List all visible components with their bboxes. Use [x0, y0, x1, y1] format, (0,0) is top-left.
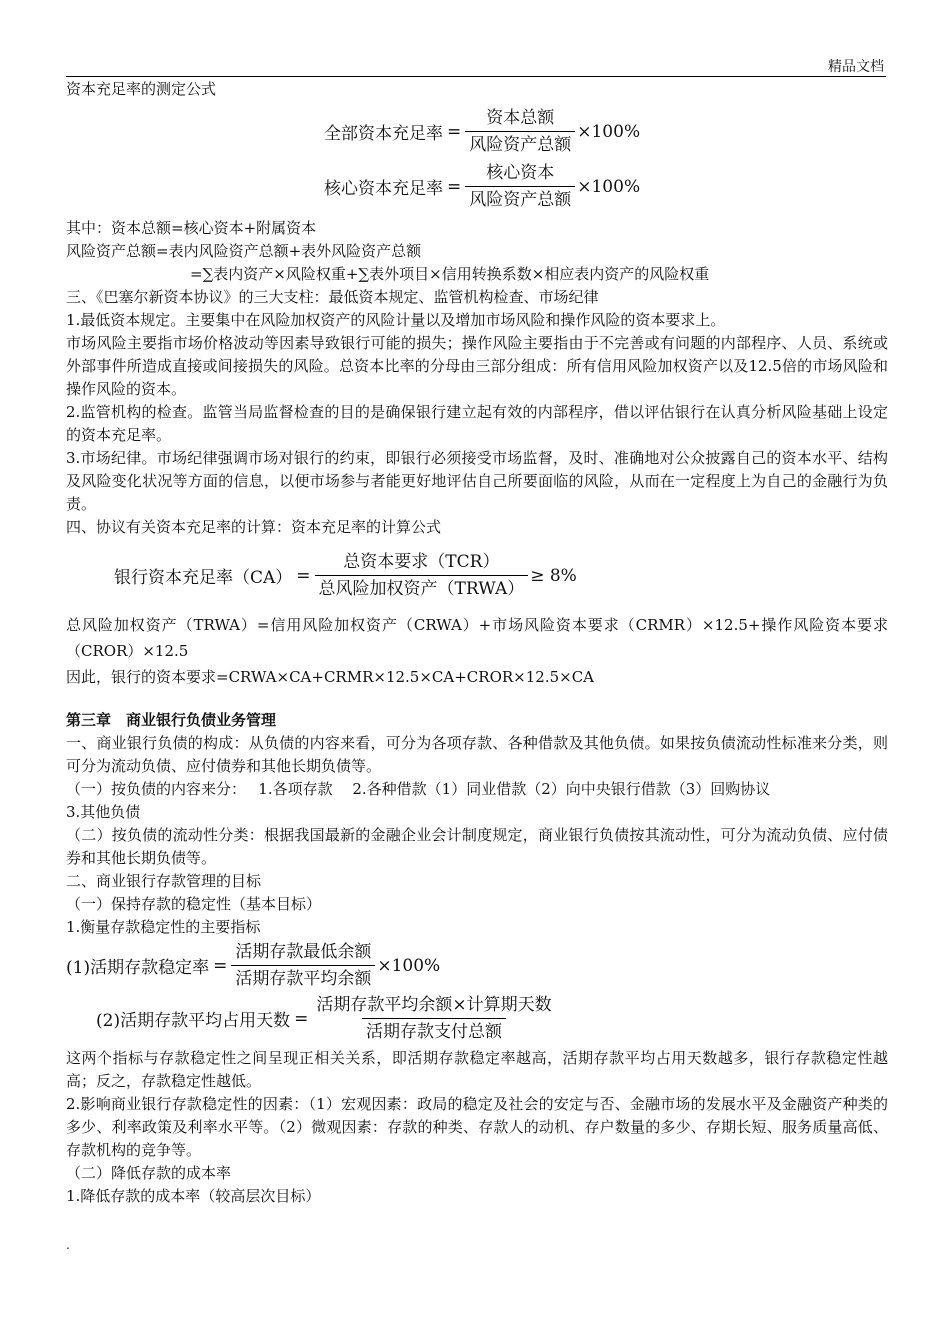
- paragraph: 市场风险主要指市场价格波动等因素导致银行可能的损失；操作风险主要指由于不完善或有问题的内部程序、人员、系统或外部事件所造成直接或间接损失的风险。总资本比率的分母由三部分组成：所有信用风险加权资产以及12.5倍的市场风险和操作风险的资本。: [66, 334, 888, 398]
- paragraph: 1.最低资本规定。主要集中在风险加权资产的风险计量以及增加市场风险和操作风险的资本要求上。: [66, 311, 726, 329]
- paragraph: 二、商业银行存款管理的目标: [66, 872, 262, 890]
- paragraph: 3.市场纪律。市场纪律强调市场对银行的约束，即银行必须接受市场监督，及时、准确地对公众披露自己的资本水平、结构及风险变化状况等方面的信息，以便市场参与者能更好地评估自己所要面临的风险，从而在一定程度上为自己的金融行为负责。: [66, 449, 888, 513]
- paragraph: 2.监管机构的检查。监管当局监督检查的目的是确保银行建立起有效的内部程序，借以评估银行在认真分析风险基础上设定的资本充足率。: [66, 403, 888, 444]
- formula-rhs: ≥ 8%: [530, 565, 577, 586]
- paragraph: （二）降低存款的成本率: [66, 1164, 232, 1182]
- formula-total-capital-ratio: [324, 107, 888, 156]
- formula-lhs: (2)活期存款平均占用天数: [96, 1011, 291, 1031]
- formula-rhs: ×100%: [577, 176, 641, 197]
- paragraph: 2.影响商业银行存款稳定性的因素：（1）宏观因素：政局的稳定及社会的安定与否、金融市场的发展水平及金融资产种类的多少、利率政策及利率水平等。（2）微观因素：存款的种类、存款人的动机、存户数量的多少、存期长短、服务质量高低、存款机构的竞争等。: [66, 1095, 888, 1159]
- formula-lhs: 核心资本充足率: [324, 179, 443, 199]
- formula-equals: =: [296, 565, 311, 586]
- formula-numerator: 核心资本: [486, 163, 555, 183]
- formula-denominator: 活期存款平均余额: [231, 965, 375, 990]
- formula-fraction: [312, 994, 555, 1043]
- formula-lhs: 全部资本充足率: [324, 124, 443, 144]
- paragraph: 因此，银行的资本要求=CRWA×CA+CRMR×12.5×CA+CROR×12.5×CA: [66, 668, 595, 686]
- document-body: [66, 78, 888, 1208]
- paragraph: 3.其他负债: [66, 803, 141, 821]
- formula-numerator: 活期存款最低余额: [235, 942, 372, 962]
- formula-denominator: 活期存款支付总额: [362, 1018, 506, 1043]
- paragraph: 四、协议有关资本充足率的计算：资本充足率的计算公式: [66, 518, 442, 536]
- intro-title: 资本充足率的测定公式: [66, 80, 217, 98]
- formula-core-capital-ratio: [324, 162, 888, 211]
- formula-equals: =: [294, 1008, 309, 1029]
- formula-numerator: 活期存款平均余额×计算期天数: [316, 995, 552, 1015]
- formula-equals: =: [447, 121, 462, 142]
- formula-lhs: (1)活期存款稳定率: [66, 958, 210, 978]
- paragraph: 这两个指标与存款稳定性之间呈现正相关关系，即活期存款稳定率越高，活期存款平均占用天数越多，银行存款稳定性越高；反之，存款稳定性越低。: [66, 1049, 888, 1090]
- formula-demand-deposit-stability: [66, 941, 888, 990]
- formula-rhs: ×100%: [377, 955, 441, 976]
- formula-equals: =: [447, 176, 462, 197]
- paragraph: 1.降低存款的成本率（较高层次目标）: [66, 1187, 321, 1205]
- formula-numerator: 资本总额: [486, 108, 555, 128]
- formula-denominator: 总风险加权资产（TRWA）: [315, 575, 529, 600]
- formula-equals: =: [213, 955, 228, 976]
- paragraph: 三、《巴塞尔新资本协议》的三大支柱：最低资本规定、监管机构检查、市场纪律: [66, 288, 599, 306]
- paragraph: 其中：资本总额=核心资本+附属资本: [66, 219, 317, 237]
- paragraph: 1.衡量存款稳定性的主要指标: [66, 918, 261, 936]
- paragraph: 一、商业银行负债的构成：从负债的内容来看，可分为各项存款、各种借款及其他负债。如果按负债流动性标准来分类，则可分为流动负债、应付债券和其他长期负债等。: [66, 734, 888, 775]
- chapter-title: 第三章 商业银行负债业务管理: [66, 711, 277, 729]
- formula-lhs: 银行资本充足率（CA）: [114, 568, 293, 588]
- page-header: [66, 56, 886, 77]
- paragraph: （二）按负债的流动性分类：根据我国最新的金融企业会计制度规定，商业银行负债按其流动性，可分为流动负债、应付债券和其他长期负债等。: [66, 826, 888, 867]
- footer-dot: .: [66, 1238, 70, 1252]
- formula-denominator: 风险资产总额: [465, 131, 575, 156]
- formula-denominator: 风险资产总额: [465, 186, 575, 211]
- formula-fraction: [465, 107, 575, 156]
- paragraph: （一）按负债的内容来分： 1.各项存款 2.各种借款（1）同业借款（2）向中央银行借款（3）回购协议: [66, 780, 771, 798]
- paragraph: =∑表内资产×风险权重+∑表外项目×信用转换系数×相应表内资产的风险权重: [190, 265, 710, 283]
- formula-demand-deposit-days: [96, 994, 888, 1043]
- paragraph: 风险资产总额=表内风险资产总额+表外风险资产总额: [66, 242, 422, 260]
- formula-numerator: 总资本要求（TCR）: [343, 552, 500, 572]
- paragraph: 总风险加权资产（TRWA）=信用风险加权资产（CRWA）+市场风险资本要求（CRMR）×12.5+操作风险资本要求（CROR）×12.5: [66, 616, 888, 660]
- formula-fraction: [315, 551, 529, 600]
- formula-rhs: ×100%: [577, 121, 641, 142]
- header-text: 精品文档: [828, 59, 884, 75]
- paragraph: （一）保持存款的稳定性（基本目标）: [66, 895, 322, 913]
- formula-fraction: [231, 941, 375, 990]
- formula-fraction: [465, 162, 575, 211]
- formula-bank-capital-ratio: [114, 551, 888, 600]
